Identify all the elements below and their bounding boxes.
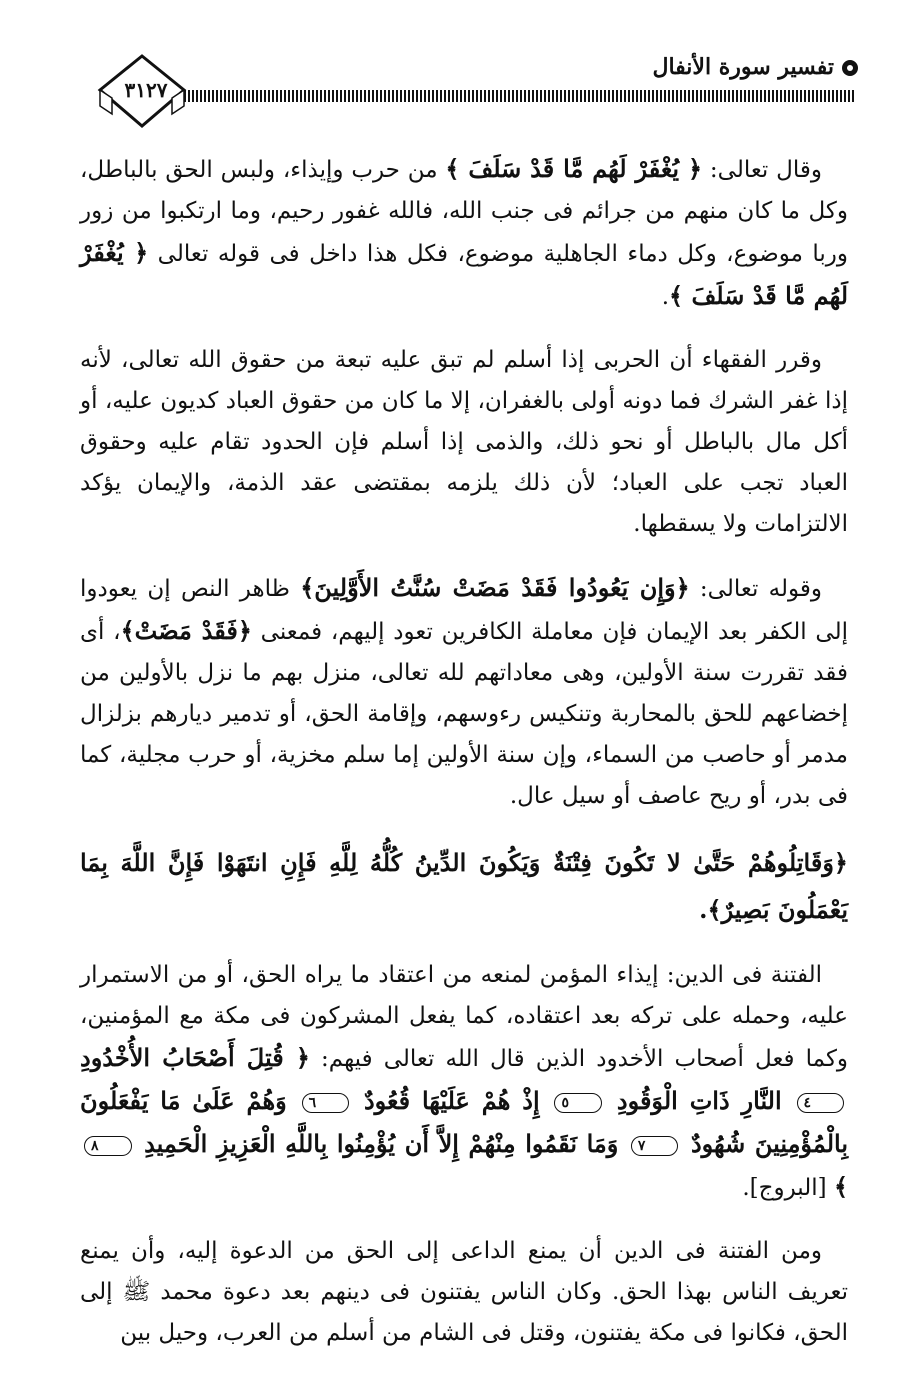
verse-end: . — [699, 895, 708, 924]
paragraph-last: ومن الفتنة فى الدين أن يمنع الداعى إلى الحق من الدعوة إليه، وأن يمنع تعريف الناس بهذا الحق. وكان الناس يفتنون فى دينهم بعد دعوة محمد ﷺ إلى الحق، فكانوا فى مكة يفتنون، وقتل فى الشام من أسلم من العرب، وحيل بين — [80, 1238, 848, 1346]
page-content — [80, 148, 848, 1376]
verse-buruj-5: النَّارِ ذَاتِ الْوَقُودِ — [616, 1086, 782, 1115]
paragraph-fitna — [80, 955, 848, 1209]
header-rule — [184, 90, 856, 102]
paragraph-text: وقال تعالى: — [702, 157, 823, 183]
paragraph-text: وقرر الفقهاء أن الحربى إذا أسلم لم تبق عليه تبعة من حقوق الله تعالى، لأنه إذا غفر الشرك فما دونه أولى بالغفران، إلا ما كان من حقوق العباد كديون عليه، أو أكل مال بالباطل أو نحو ذلك، والذمى إذا أسلم فإن الحدود تقام عليه وحقوق العباد تجب على العباد؛ لأن ذلك يلزمه بمقتضى عقد الذمة، والإيمان يؤكد الالتزامات ولا يسقطها. — [80, 347, 848, 537]
ayah-number-6: ٦ — [302, 1093, 350, 1113]
paragraph-1 — [80, 148, 848, 318]
paragraph-text: ، أى فقد تقررت سنة الأولين، وهى معاداتهم لله تعالى، منزل بهم ما نزل بالأولين من إخضاعهم للحق بالمحاربة وتنكيس رءوسهم، وإقامة الحق، أو تدمير ديارهم بزلزال مدمر أو حاصب من السماء، وإن سنة الأولين إما سلم مخزية، أو حرب مجلية، كما فى بدر، أو ريح عاصف أو سيل عال. — [80, 619, 849, 809]
page-header — [92, 50, 862, 130]
ayah-number-5: ٥ — [554, 1093, 602, 1113]
paragraph-text: من حرب وإيذاء، ولبس الحق بالباطل، وكل ما كان منهم من جرائم فى جنب الله، فالله غفور رحيم، وما ارتكبوا من زور وربا موضوع، وكل دماء الجاهلية موضوع، فكل هذا داخل فى قوله تعالى — [80, 157, 849, 267]
verse-buruj-7: وَهُمْ عَلَىٰ مَا يَفْعَلُونَ بِالْمُؤْمِنِينَ شُهُودٌ — [80, 1086, 848, 1158]
paragraph-text: وقوله تعالى: — [689, 576, 822, 602]
ayah-number-7: ٧ — [631, 1136, 679, 1156]
quran-verse: ﴿فَقَدْ مَضَتْ﴾ — [120, 616, 252, 645]
verse-buruj-4: ﴿ قُتِلَ أَصْحَابُ الأُخْدُودِ — [80, 1043, 310, 1072]
verse-buruj-8: وَمَا نَقَمُوا مِنْهُمْ إِلاَّ أَن يُؤْمِنُوا بِاللَّهِ الْعَزِيزِ الْحَمِيدِ — [144, 1129, 619, 1158]
header-title: تفسير سورة الأنفال — [652, 54, 834, 80]
paragraph-3 — [80, 567, 848, 817]
header-ornament-icon — [840, 58, 860, 78]
ayah-number-8: ٨ — [84, 1136, 132, 1156]
fitna-text: الفتنة فى الدين: إيذاء المؤمن لمنعه من اعتقاد ما يراه الحق، أو من الاستمرار عليه، وحمله على تركه بعد اعتقاده، كما يفعل المشركون فى مكة مع المؤمنين، وكما فعل أصحاب الأخدود الذين قال الله تعالى فيهم: — [80, 962, 849, 1072]
quran-verse: ﴿ يُغْفَرْ لَهُم مَّا قَدْ سَلَفَ ﴾ — [445, 154, 703, 183]
ayah-number-4: ٤ — [797, 1093, 845, 1113]
page-number: ٣١٢٧ — [124, 78, 168, 102]
surah-reference: [البروج]. — [742, 1175, 834, 1201]
paragraph-2 — [80, 340, 848, 545]
verse-buruj-6: إِذْ هُمْ عَلَيْهَا قُعُودٌ — [363, 1086, 540, 1115]
quran-verse-block — [80, 839, 848, 933]
quran-verse: ﴿وَإِن يَعُودُوا فَقَدْ مَضَتْ سُنَّتُ الأَوَّلِينَ﴾ — [300, 573, 690, 602]
quran-verse: ﴿ يُغْفَرْ لَهُم مَّا قَدْ سَلَفَ ﴾ — [80, 238, 848, 310]
verse-close: ﴾ — [833, 1172, 848, 1201]
verse-text: ﴿وَقَاتِلُوهُمْ حَتَّىٰ لا تَكُونَ فِتْنَةٌ وَيَكُونَ الدِّينُ كُلُّهُ لِلَّهِ فَإِنِ انتَهَوْا فَإِنَّ اللَّهَ بِمَا يَعْمَلُونَ بَصِيرٌ﴾ — [80, 848, 848, 924]
paragraph-text: ظاهر النص إن يعودوا إلى الكفر بعد الإيمان فإن معاملة الكافرين تعود إليهم، فمعنى — [80, 576, 848, 645]
paragraph-text: . — [661, 284, 670, 310]
page-number-badge — [96, 54, 188, 128]
